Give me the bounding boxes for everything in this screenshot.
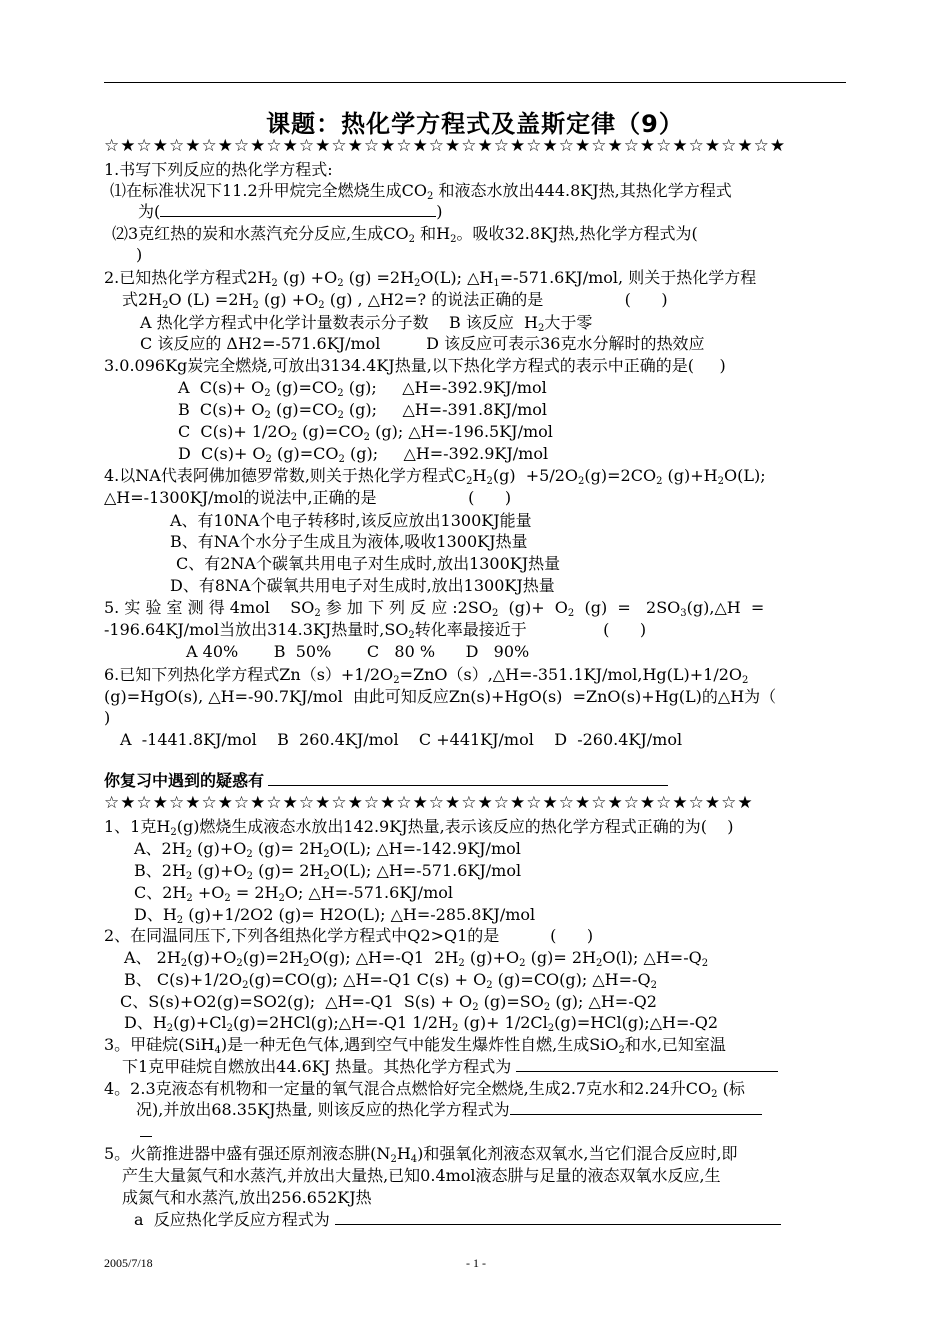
- q4-stem-2: △H=-1300KJ/mol的说法中,正确的是 ( ): [104, 488, 512, 507]
- q3-option-b: B $C(s)+ O_2$ $(g)=CO_2$ (g); △H=-391.8KJ/mol: [178, 400, 547, 421]
- q6-stem-1: 6.已知下列热化学方程式$Zn(s)+1/2O_2=ZnO(s),\triangle H=-351.1KJ/mol,Hg(L)+1/2O_2$: [104, 665, 749, 686]
- r2-option-b: B、 $C(s)+1/2O_2(g)=CO(g)$; △H=-Q1 $C(s) + O_2$ (g)=CO(g); $\triangle H=-Q_2$: [124, 970, 657, 991]
- q6-options: A -1441.8KJ/mol B 260.4KJ/mol C +441KJ/mol D -260.4KJ/mol: [120, 730, 683, 749]
- q1-part1: ⑴在标准状况下11.2升甲烷完全燃烧生成$CO_2$ 和液态水放出444.8KJ热,其热化学方程式: [110, 181, 732, 202]
- r2-stem: 2、在同温同压下,下列各组热化学方程式中Q2>Q1的是 ( ): [104, 926, 594, 945]
- q1-part1-answer: 为( ): [138, 202, 443, 221]
- q4-option-c: C、有2NA个碳氧共用电子对生成时,放出1300KJ热量: [176, 554, 561, 573]
- r5-stem-3: 成氮气和水蒸汽,放出256.652KJ热: [122, 1188, 372, 1207]
- section2-heading: 你复习中遇到的疑惑有: [104, 771, 668, 791]
- r1-option-d: D、$H_2$ (g)+1/2O2 (g)= H2O(L); △H=-285.8KJ/mol: [134, 905, 536, 926]
- r5-part-a: a 反应热化学反应方程式为: [134, 1210, 781, 1230]
- r2-option-a: A、 $2H_2(g)+O_2(g)=2H_2O(g)$; △H=-Q1 $2H_2$ $(g)+O_2$ $(g)= 2H_2O(l)$; $\triangle H=-Q_2$: [124, 948, 709, 969]
- footer-date: 2005/7/18: [104, 1256, 153, 1270]
- q6-stem-3: ): [104, 708, 111, 727]
- q5-options: A 40% B 50% C 80 % D 90%: [186, 642, 530, 661]
- r5-stem-2: 产生大量氮气和水蒸汽,并放出大量热,已知0.4mol液态肼与足量的液态双氧水反应,生: [122, 1166, 721, 1185]
- q3-option-d: D $C(s)+ O_2$ $(g)=CO_2$ (g); △H=-392.9KJ/mol: [178, 444, 549, 465]
- r4-blank-end: [140, 1122, 152, 1142]
- q1-stem: 1.书写下列反应的热化学方程式:: [104, 160, 333, 179]
- r5-stem-1: 5。火箭推进器中盛有强还原剂液态肼$(N_2H_4)$和强氧化剂液态双氧水,当它们混合反应时,即: [104, 1144, 738, 1165]
- page-title: 课题：热化学方程式及盖斯定律（9）: [266, 110, 684, 138]
- q4-option-b: B、有NA个水分子生成且为液体,吸收1300KJ热量: [170, 532, 528, 551]
- star-divider: ☆★☆★☆★☆★☆★☆★☆★☆★☆★☆★☆★☆★☆★☆★☆★☆★☆★☆★☆★☆★☆★: [104, 136, 787, 156]
- q1-part2: ⑵3克红热的炭和水蒸汽充分反应,生成$CO_2$ 和$H_2$。吸收32.8KJ热,热化学方程式为(: [112, 224, 698, 245]
- r1-stem: 1、1克$H_2(g)$燃烧生成液态水放出142.9KJ热量,表示该反应的热化学方程式正确的为( ): [104, 817, 734, 838]
- r1-option-a: A、$2H_2$ $(g)+O_2$ $(g)= 2H_2O(L)$; △H=-142.9KJ/mol: [134, 839, 521, 860]
- q3-option-a: A $C(s)+ O_2$ $(g)=CO_2$ (g); △H=-392.9KJ/mol: [178, 378, 547, 399]
- q2-stem-1: 2.已知热化学方程式$2H_2$ $(g) +O_2$ $(g) =2H_2O(L)$; $\triangle H_1=-571.6KJ$/mol, 则关于热化学方程: [104, 268, 757, 289]
- r4-stem-2: 况),并放出68.35KJ热量, 则该反应的热化学方程式为: [136, 1100, 762, 1120]
- star-divider-2: ☆★☆★☆★☆★☆★☆★☆★☆★☆★☆★☆★☆★☆★☆★☆★☆★☆★☆★☆★☆★: [104, 793, 754, 813]
- q3-stem: 3.0.096Kg炭完全燃烧,可放出3134.4KJ热量,以下热化学方程式的表示中正确的是( ): [104, 356, 726, 375]
- q2-options-cd: C 该反应的 ΔH2=-571.6KJ/mol D 该反应可表示36克水分解时的热效应: [140, 334, 705, 353]
- footer-page-number: - 1 -: [466, 1256, 486, 1270]
- q2-stem-2: 式$2H_2O$ $(L) =2H_2$ $(g) +O_2$ (g) , △H2=? 的说法正确的是 ( ): [122, 290, 668, 311]
- q3-option-c: C $C(s)+ 1/2O_2$ $(g)=CO_2$ (g); △H=-196.5KJ/mol: [178, 422, 553, 443]
- r3-stem-2: 下1克甲硅烷自燃放出44.6KJ 热量。其热化学方程式为: [122, 1057, 778, 1077]
- q5-stem-2: -196.64KJ/mol当放出314.3KJ热量时$,SO_2$转化率最接近于 ( ): [104, 620, 647, 641]
- r1-option-b: B、$2H_2$ $(g)+O_2$ $(g)= 2H_2O(L)$; △H=-571.6KJ/mol: [134, 861, 522, 882]
- q2-options-ab: A 热化学方程式中化学计量数表示分子数 B 该反应 $H_2$大于零: [140, 313, 593, 334]
- r1-option-c: C、$2H_2 +O_2 = 2H_2O$; △H=-571.6KJ/mol: [134, 883, 453, 904]
- q4-stem-1: 4.以NA代表阿佛加德罗常数,则关于热化学方程式$C_2H_2(g) +5/2O_2(g)=2CO_2$ $(g)+H_2O(L)$;: [104, 466, 766, 487]
- r3-stem-1: 3。甲硅烷(SiH$_4$)是一种无色气体,遇到空气中能发生爆炸性自燃,生成SiO$_2$和水,已知室温: [104, 1035, 726, 1056]
- r4-stem-1: 4。2.3克液态有机物和一定量的氧气混合点燃恰好完全燃烧,生成2.7克水和2.24升$CO_2$ (标: [104, 1079, 745, 1100]
- q5-stem-1: 5. 实 验 室 测 得 4mol $SO_2$ 参 加 下 列 反 应 $:2SO_2$ $(g)+ O_2$ $(g) = 2SO_3(g),\triangle H$ =: [104, 598, 765, 619]
- q4-option-d: D、有8NA个碳氧共用电子对生成时,放出1300KJ热量: [170, 576, 555, 595]
- q6-stem-2: (g)=HgO(s), △H=-90.7KJ/mol 由此可知反应Zn(s)+HgO(s) =ZnO(s)+Hg(L)的△H为（: [104, 687, 777, 706]
- q4-option-a: A、有10NA个电子转移时,该反应放出1300KJ能量: [170, 511, 532, 530]
- q1-part2-close: ): [136, 245, 143, 264]
- top-rule: [104, 82, 846, 83]
- r2-option-d: D、$H_2(g)+Cl_2(g)=2HCl(g);\triangle H=-Q1$ $1/2H_2$ $(g)+ 1/2Cl_2(g)=HCl(g);\triangle H=-Q2$: [124, 1013, 719, 1034]
- r2-option-c: C、S(s)+O2(g)=SO2(g); △H=-Q1 $S(s) + O_2$ $(g)=SO_2$ (g); △H=-Q2: [120, 992, 657, 1013]
